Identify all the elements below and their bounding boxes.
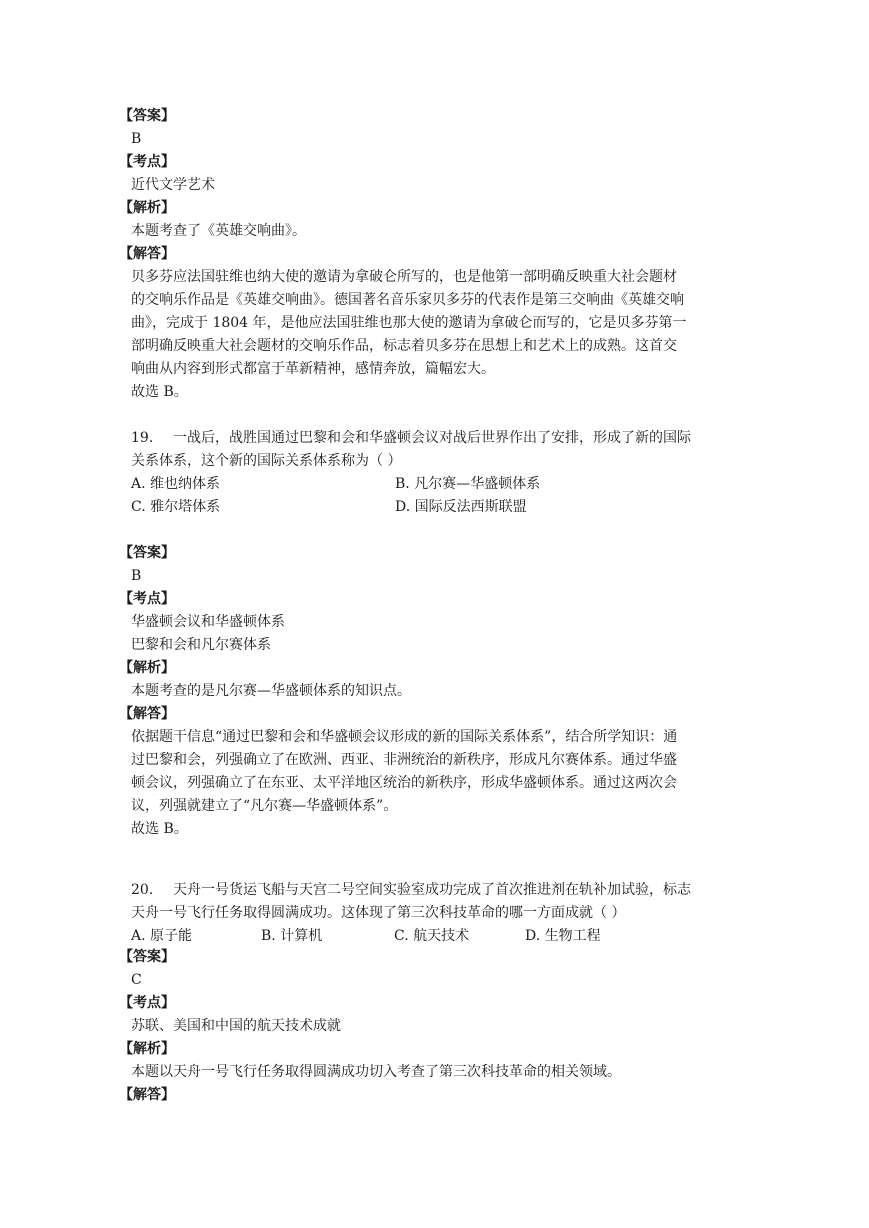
topic-text: 近代文学艺术 <box>131 177 215 193</box>
option-b: B. 计算机 <box>261 928 323 944</box>
option-d: D. 生物工程 <box>525 928 601 944</box>
conclusion-text: 故选 B。 <box>131 821 188 837</box>
question-number: 20. <box>131 882 154 898</box>
solution-line: 过巴黎和会，列强确立了在欧洲、西亚、非洲统治的新秩序，形成凡尔赛体系。通过华盛 <box>131 752 677 768</box>
solution-line: 贝多芬应法国驻维也纳大使的邀请为拿破仑所写的，也是他第一部明确反映重大社会题材 <box>131 269 677 285</box>
option-c: C. 雅尔塔体系 <box>131 499 221 515</box>
analysis-text: 本题考查了《英雄交响曲》。 <box>131 223 306 239</box>
analysis-text: 本题考查的是凡尔赛—华盛顿体系的知识点。 <box>131 683 411 699</box>
answer-value: B <box>131 131 142 147</box>
analysis-heading: 【解析】 <box>119 200 175 216</box>
solution-line: 依据题干信息“通过巴黎和会和华盛顿会议形成的新的国际关系体系”，结合所学知识：通 <box>131 729 678 745</box>
topic-text: 苏联、美国和中国的航天技术成就 <box>131 1018 341 1034</box>
analysis-heading: 【解析】 <box>119 1041 175 1057</box>
solution-line: 曲》，完成于 1804 年，是他应法国驻维也那大使的邀请为拿破仑而写的，它是贝多芬第一 <box>131 315 687 331</box>
solution-line: 的交响乐作品是《英雄交响曲》。德国著名音乐家贝多芬的代表作是第三交响曲《英雄交响 <box>131 292 684 308</box>
answer-value: C <box>131 972 142 988</box>
question-stem-line: 天舟一号货运飞船与天宫二号空间实验室成功完成了首次推进剂在轨补加试验，标志 <box>173 882 691 898</box>
analysis-text: 本题以天舟一号飞行任务取得圆满成功切入考查了第三次科技革命的相关领域。 <box>131 1064 621 1080</box>
option-a: A. 维也纳体系 <box>131 476 221 492</box>
question-stem-line: 关系体系，这个新的国际关系体系称为（ ） <box>131 453 402 469</box>
question-number: 19. <box>131 430 154 446</box>
option-a: A. 原子能 <box>131 928 193 944</box>
solution-line: 顿会议，列强确立了在东亚、太平洋地区统治的新秩序，形成华盛顿体系。通过这两次会 <box>131 775 677 791</box>
option-b: B. 凡尔赛—华盛顿体系 <box>395 476 541 492</box>
topic-heading: 【考点】 <box>119 995 175 1011</box>
answer-heading: 【答案】 <box>119 949 175 965</box>
option-d: D. 国际反法西斯联盟 <box>395 499 527 515</box>
question-stem-line: 天舟一号飞行任务取得圆满成功。这体现了第三次科技革命的哪一方面成就（ ） <box>131 905 626 921</box>
topic-text: 巴黎和会和凡尔赛体系 <box>131 637 271 653</box>
option-c: C. 航天技术 <box>394 928 470 944</box>
answer-value: B <box>131 568 142 584</box>
solution-heading: 【解答】 <box>119 246 175 262</box>
solution-line: 响曲从内容到形式都富于革新精神，感情奔放，篇幅宏大。 <box>131 361 495 377</box>
question-stem-19 <box>131 428 691 448</box>
solution-heading: 【解答】 <box>119 706 175 722</box>
topic-heading: 【考点】 <box>119 591 175 607</box>
solution-heading: 【解答】 <box>119 1087 175 1103</box>
question-stem-20 <box>131 880 691 900</box>
question-stem-line: 一战后，战胜国通过巴黎和会和华盛顿会议对战后世界作出了安排，形成了新的国际 <box>173 430 691 446</box>
answer-heading: 【答案】 <box>119 108 175 124</box>
solution-line: 部明确反映重大社会题材的交响乐作品，标志着贝多芬在思想上和艺术上的成熟。这首交 <box>131 338 677 354</box>
solution-line: 议，列强就建立了“凡尔赛—华盛顿体系”。 <box>131 798 398 814</box>
analysis-heading: 【解析】 <box>119 660 175 676</box>
conclusion-text: 故选 B。 <box>131 384 188 400</box>
topic-text: 华盛顿会议和华盛顿体系 <box>131 614 285 630</box>
answer-heading: 【答案】 <box>119 545 175 561</box>
topic-heading: 【考点】 <box>119 154 175 170</box>
